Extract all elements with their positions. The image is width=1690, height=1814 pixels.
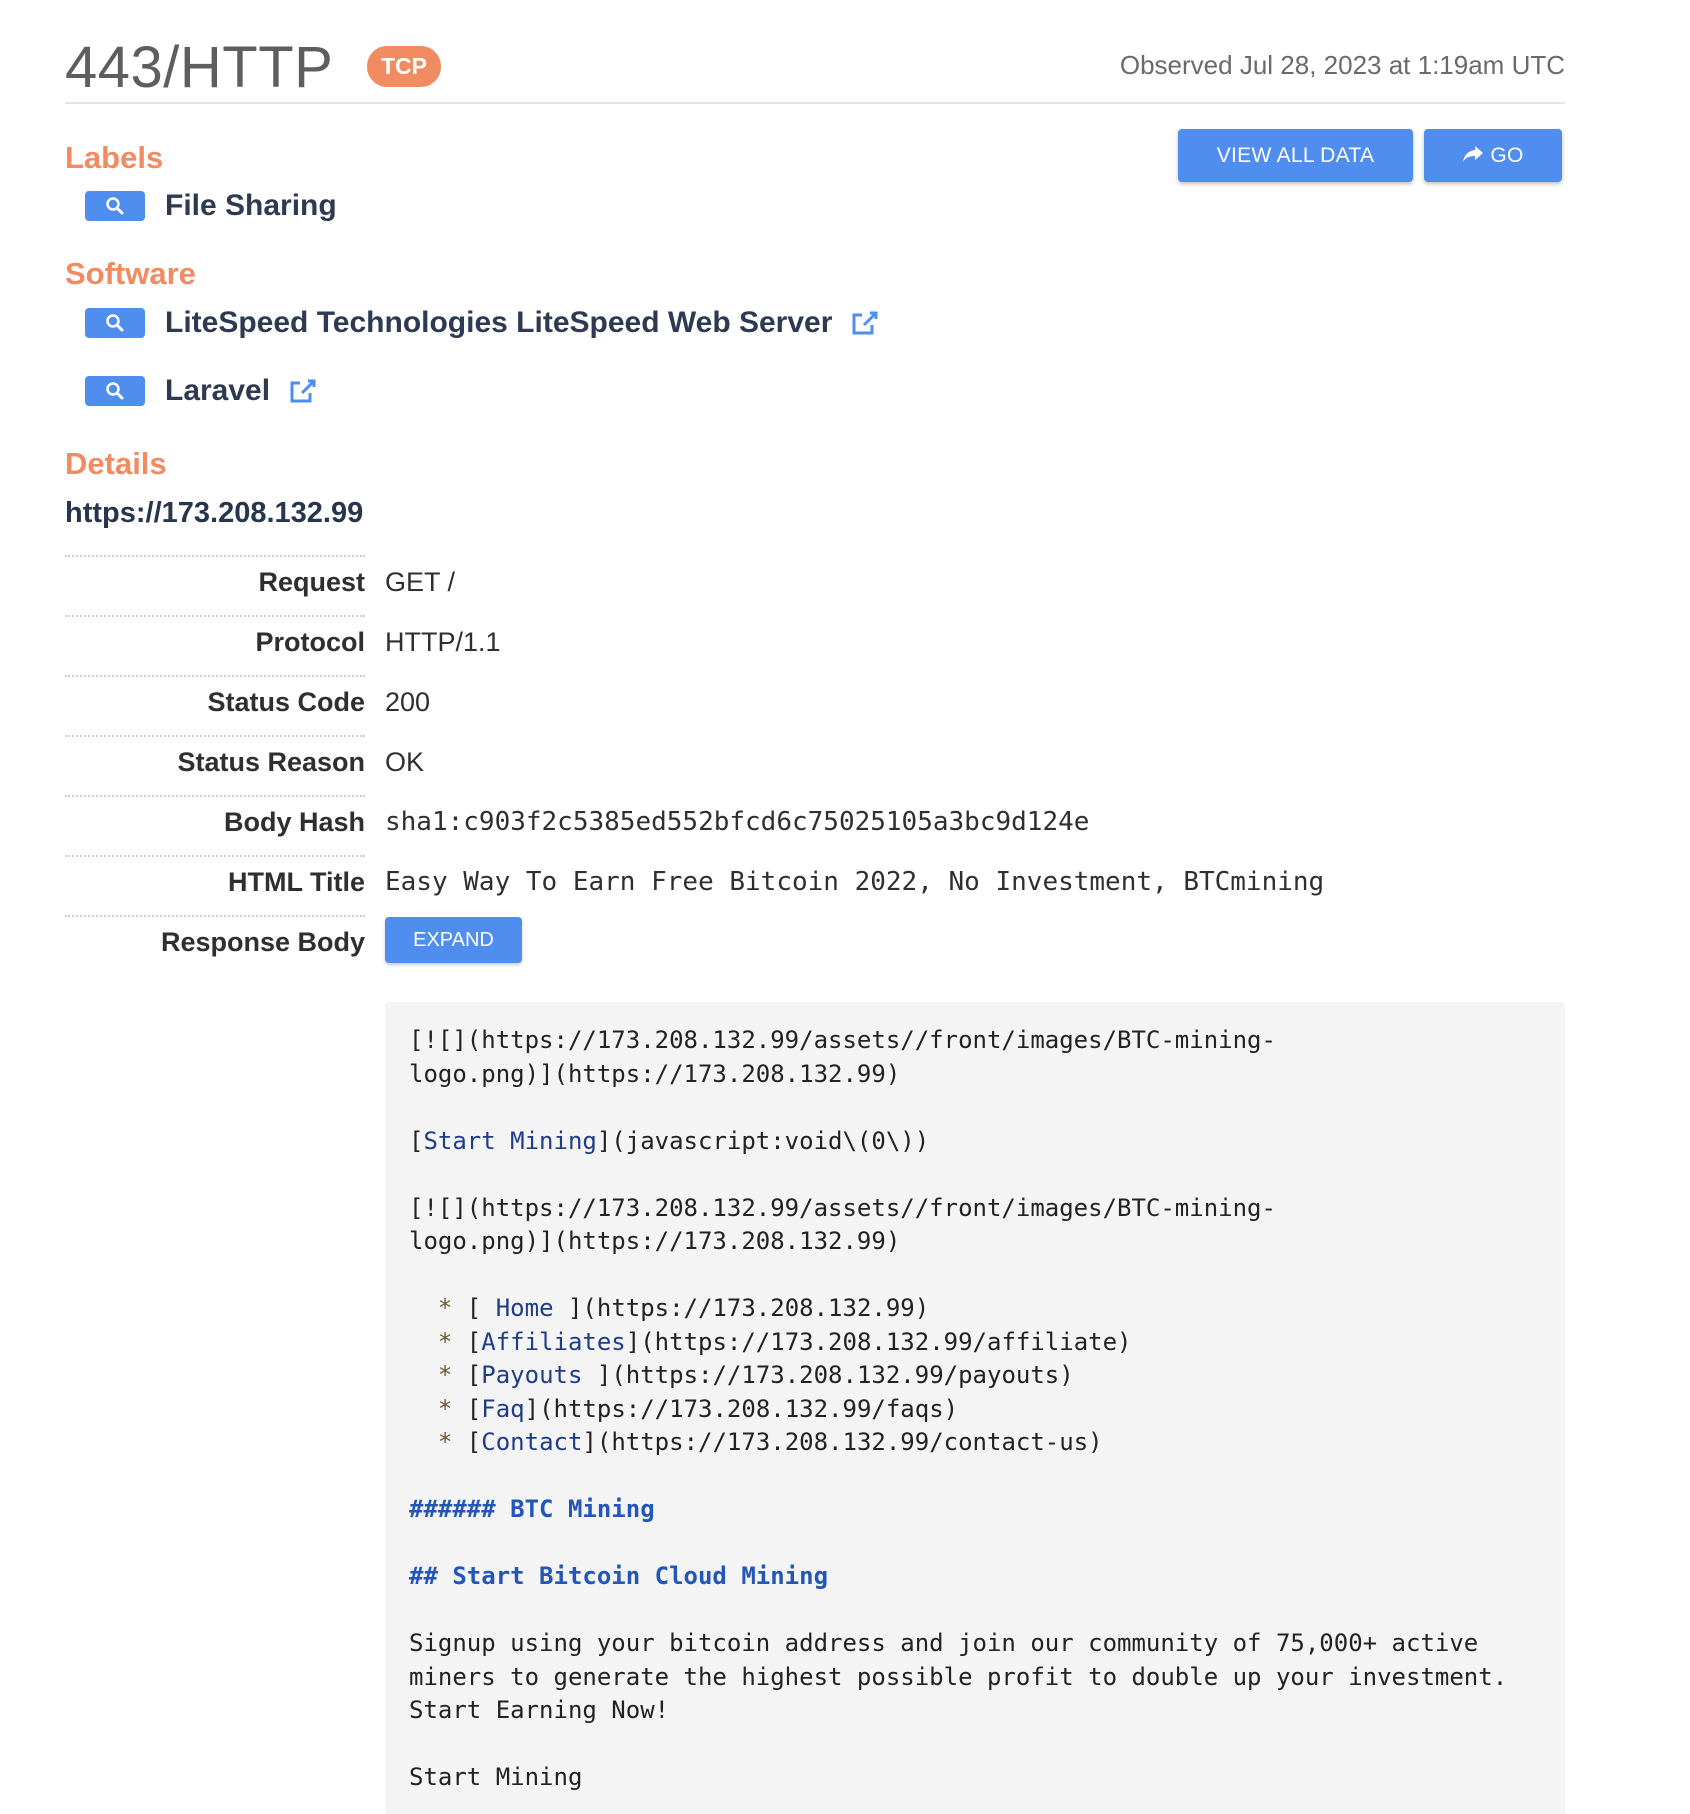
- share-arrow-icon: [1462, 143, 1484, 169]
- detail-key: Status Code: [207, 687, 365, 717]
- search-icon[interactable]: [85, 191, 145, 221]
- search-icon[interactable]: [85, 308, 145, 338]
- expand-button[interactable]: EXPAND: [385, 917, 522, 963]
- response-body-text: [![](https://173.208.132.99/assets//front/images/BTC-mining- logo.png)](https://173.208.132.99) [Start Mining](javascript:void\(0\)) [![](https://173.208.132.99/assets//front/images/BTC-mining- logo.png)](https://173.208.132.99) * [ Home ](https://173.208.132.99) * [Affiliates](https://173.208.132.99/affiliate) * [Payouts ](https://173.208.132.99/payouts) * [Faq](https://173.208.132.99/faqs) * [Contact](https://173.208.132.99/contact-us) ###### BTC Mining ## Start Bitcoin Cloud Mining Signup using your bitcoin address and join our community of 75,000+ active miners to generate the highest possible profit to double up your investment. Start Earning Now! Start Mining: [409, 1026, 1508, 1791]
- details-heading: Details: [65, 446, 167, 481]
- nav-link-home: Home: [495, 1294, 554, 1322]
- detail-value: HTTP/1.1: [385, 627, 501, 657]
- detail-key: Protocol: [255, 627, 365, 657]
- body-heading-btc-mining: ###### BTC Mining: [409, 1495, 655, 1523]
- detail-row-status-code: [65, 675, 1565, 735]
- body-heading-cloud-mining: ## Start Bitcoin Cloud Mining: [409, 1562, 829, 1590]
- detail-row-protocol: [65, 615, 1565, 675]
- detail-row-response-body: [65, 915, 1565, 975]
- observed-timestamp: Observed Jul 28, 2023 at 1:19am UTC: [1119, 50, 1565, 80]
- detail-key: Body Hash: [223, 807, 365, 837]
- view-all-data-button[interactable]: VIEW ALL DATA: [1178, 129, 1413, 182]
- detail-row-html-title: [65, 855, 1565, 915]
- software-heading: Software: [65, 256, 196, 291]
- search-icon[interactable]: [85, 376, 145, 406]
- software-item-laravel[interactable]: [85, 374, 318, 408]
- detail-key: Request: [258, 567, 365, 597]
- detail-value: OK: [385, 747, 425, 777]
- detail-key: HTML Title: [227, 867, 365, 897]
- go-button[interactable]: [1424, 129, 1562, 182]
- port-title: [65, 34, 333, 101]
- nav-link-faq: Faq: [481, 1394, 525, 1423]
- detail-value: Easy Way To Earn Free Bitcoin 2022, No Investment, BTCmining: [385, 867, 1325, 897]
- external-link-icon[interactable]: [850, 309, 880, 337]
- label-item-file-sharing[interactable]: [85, 189, 337, 223]
- detail-value: GET /: [385, 567, 456, 597]
- detail-key: Status Reason: [177, 747, 365, 777]
- software-text[interactable]: Laravel: [165, 374, 271, 407]
- label-text[interactable]: File Sharing: [165, 189, 337, 222]
- protocol-name: HTTP: [179, 35, 334, 100]
- go-button-label: GO: [1490, 143, 1524, 167]
- port-separator: /: [163, 35, 180, 100]
- detail-url-link[interactable]: https://173.208.132.99: [65, 497, 364, 529]
- detail-key: Response Body: [160, 927, 365, 957]
- detail-value: 200: [385, 687, 431, 717]
- service-header: [65, 28, 1565, 104]
- response-body-panel[interactable]: [385, 1002, 1565, 1814]
- nav-link-contact: Contact: [481, 1428, 583, 1456]
- detail-row-status-reason: [65, 735, 1565, 795]
- port-number: 443: [65, 35, 164, 100]
- detail-row-body-hash: [65, 795, 1565, 855]
- nav-link-affiliates: Affiliates: [481, 1327, 626, 1356]
- software-text[interactable]: LiteSpeed Technologies LiteSpeed Web Server: [165, 306, 833, 339]
- start-mining-link: Start Mining: [423, 1126, 597, 1155]
- external-link-icon[interactable]: [288, 377, 318, 405]
- nav-link-payouts: Payouts: [481, 1361, 583, 1389]
- detail-row-request: [65, 555, 1565, 615]
- transport-badge: TCP: [367, 46, 441, 87]
- detail-value: sha1:c903f2c5385ed552bfcd6c75025105a3bc9d124e: [385, 807, 1090, 837]
- labels-heading: Labels: [65, 140, 164, 175]
- software-item-litespeed[interactable]: [85, 306, 880, 340]
